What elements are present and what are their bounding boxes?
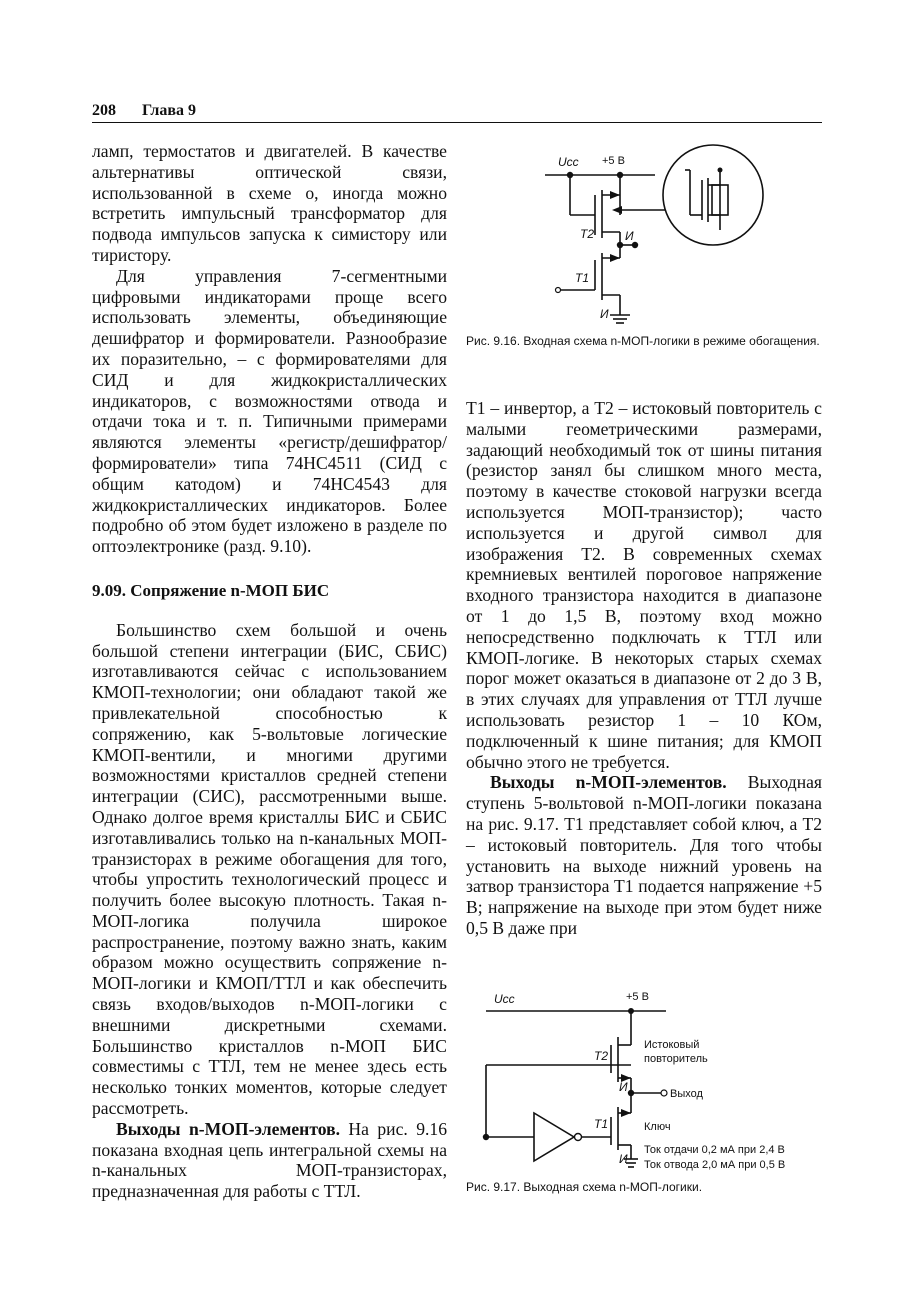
sink-current-label: Ток отвода 2,0 мА при 0,5 В: [644, 1159, 786, 1171]
paragraph-text: Выходная ступень 5-вольтовой n-МОП-логики показана на рис. 9.17. T1 представляет собой ключ, а T2 – истоковый повторитель. Для того чтобы установить на выходе нижний уровень на затвор транзистора T1 подается напряжение +5 В; напряжение на выходе при этом будет ниже 0,5 В даже при: [466, 772, 823, 938]
right-column: [466, 398, 822, 939]
paragraph: ламп, термостатов и двигателей. В качестве альтернативы оптической связи, использованной в схеме о, иногда можно встретить импульсный трансформатор для подвода импульсов запуска к симистору или тиристору.: [92, 141, 447, 265]
supply-label: +5 В: [626, 991, 649, 1003]
vcc-label: Ucc: [558, 155, 579, 169]
run-in-heading: Выходы n-МОП-элементов.: [116, 1118, 340, 1139]
left-column: [92, 141, 447, 1202]
figure-9-16: [540, 140, 840, 330]
source-current-label: Ток отдачи 0,2 мА при 2,4 В: [644, 1144, 785, 1156]
output-label: Выход: [670, 1088, 703, 1100]
vcc-label: Ucc: [494, 992, 515, 1006]
t2-label: T2: [594, 1049, 609, 1063]
figure-caption: Рис. 9.17. Выходная схема n-МОП-логики.: [466, 1180, 703, 1194]
source-label: И: [619, 1080, 628, 1094]
page-header: [92, 100, 822, 123]
section-heading: 9.09. Сопряжение n-МОП БИС: [92, 580, 330, 600]
source-label: И: [625, 229, 634, 243]
paragraph: T1 – инвертор, а T2 – истоковый повторитель с малыми геометрическими размерами, задающий необходимый ток от шины питания (резистор занял бы слишком много места, поэтому в качестве стоковой нагрузки всегда используется МОП-транзистор); часто используется и другой символ для изображения T2. В современных схемах кремниевых вентилей пороговое напряжение входного транзистора находится в диапазоне от 1 до 1,5 В, поэтому вход можно непосредственно подключать к ТТЛ или КМОП-логике. В некоторых старых схемах порог может оказаться в диапазоне от 2 до 3 В, в этих случаях для управления от ТТЛ лучше использовать резистор 1 – 10 КОм, подключенный к шине питания; для КМОП обычно этого не требуется.: [466, 398, 822, 772]
supply-label: +5 В: [602, 155, 625, 167]
paragraph: Большинство схем большой и очень большой степени интеграции (БИС, СБИС) изготавливаются сейчас с использованием КМОП-технологии; они обладают такой же привлекательной способностью к сопряжению, как 5-вольтовые логические КМОП-вентили, и многими другими возможностями кристаллов средней степени интеграции (СИС), рассмотренными выше. Однако долгое время кристаллы БИС и СБИС изготавливались только на n-канальных МОП-транзисторах в режиме обогащения для того, чтобы упростить технологический процесс и получить более высокую плотность. Такая n-МОП-логика получила широкое распространение, поэтому важно знать, каким образом можно осуществить сопряжение n-МОП-логики и КМОП/ТТЛ и как обеспечить связь входов/выходов n-МОП-логики с внешними дискретными схемами. Большинство кристаллов n-МОП БИС совместимы с ТТЛ, тем не менее здесь есть несколько тонких моментов, которые следует рассмотреть.: [92, 619, 447, 1119]
paragraph: [92, 1119, 447, 1202]
t2-label: T2: [580, 227, 595, 241]
source-label: И: [600, 307, 609, 321]
key-label: Ключ: [644, 1121, 671, 1133]
t1-label: T1: [575, 271, 590, 285]
page-number: 208: [92, 102, 116, 119]
paragraph-text: На рис. 9.16 показана входная цепь интегральной схемы на n-канальных МОП-транзисторах, предназначенная для работы с ТТЛ.: [92, 1118, 448, 1202]
chapter-title: Глава 9: [142, 102, 196, 119]
figure-caption: Рис. 9.16. Входная схема n-МОП-логики в режиме обогащения.: [466, 334, 820, 348]
figure-9-17: [466, 985, 826, 1175]
source-label: И: [619, 1152, 628, 1166]
paragraph: [466, 772, 822, 938]
t1-label: T1: [594, 1117, 609, 1131]
follower-label-line1: Истоковый: [644, 1039, 700, 1051]
paragraph: Для управления 7-сегментными цифровыми индикаторами проще всего использовать элементы, объединяющие дешифратор и формирователи. Разнообразие их поразительно, – с формирователями для СИД и для жидкокристаллических индикаторов, с возможностями отвода и отдачи тока и т. п. Типичными примерами являются элементы «регистр/дешифратор/формирователи» типа 74НС4511 (СИД с общим катодом) и 74НС4543 для жидкокристаллических индикаторов. Более подробно об этом будет изложено в разделе по оптоэлектронике (разд. 9.10).: [92, 265, 447, 557]
follower-label-line2: повторитель: [644, 1053, 708, 1065]
run-in-heading: Выходы n-МОП-элементов.: [490, 772, 727, 793]
